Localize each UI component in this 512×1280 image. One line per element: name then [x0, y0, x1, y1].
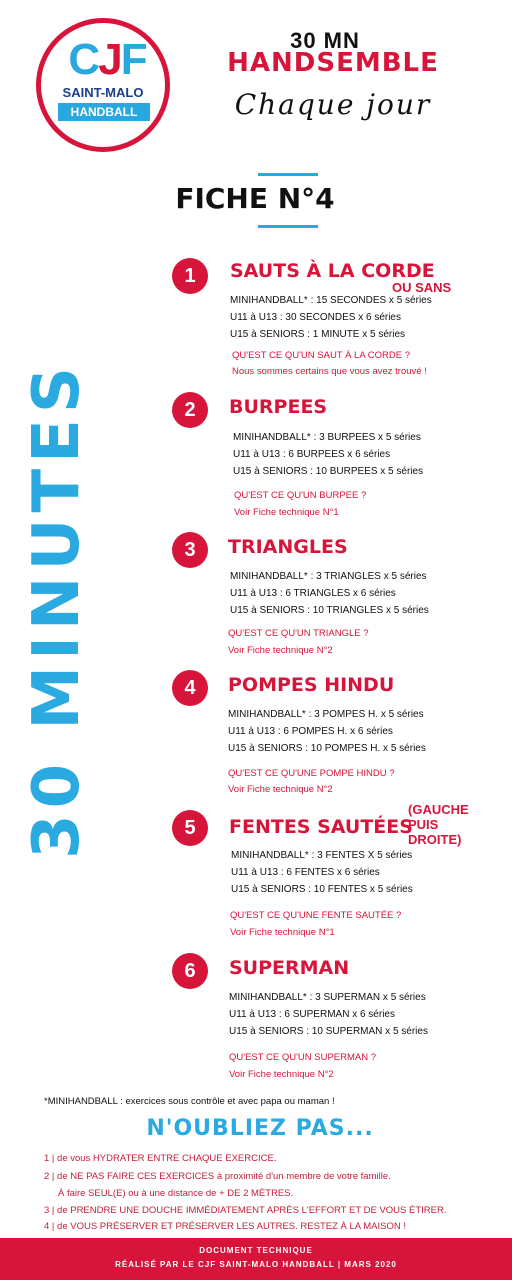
- exercise-3-line-2: U11 à U13 : 6 TRIANGLES x 6 séries: [230, 588, 396, 599]
- exercise-5-number: 5: [172, 810, 208, 846]
- exercise-2-line-2: U11 à U13 : 6 BURPEES x 6 séries: [233, 449, 391, 460]
- exercise-5-title: FENTES SAUTÉES: [229, 816, 413, 838]
- exercise-6-question: QU'EST CE QU'UN SUPERMAN ?: [229, 1052, 377, 1063]
- exercise-3-number: 3: [172, 532, 208, 568]
- exercise-5-answer: Voir Fiche technique N°1: [230, 927, 335, 938]
- exercise-1-number: 1: [172, 258, 208, 294]
- exercise-1-answer: Nous sommes certains que vous avez trouvé !: [232, 366, 427, 377]
- exercise-4-title: POMPES HINDU: [228, 674, 395, 696]
- exercise-2-line-1: MINIHANDBALL* : 3 BURPEES x 5 séries: [233, 432, 421, 443]
- exercise-2-number: 2: [172, 392, 208, 428]
- header-duration: 30 MN: [290, 28, 360, 53]
- exercise-6-line-1: MINIHANDBALL* : 3 SUPERMAN x 5 séries: [229, 992, 426, 1003]
- exercise-2-title: BURPEES: [229, 396, 328, 418]
- footer-bar: [0, 1238, 512, 1280]
- tip-4: 4 | de VOUS PRÉSERVER ET PRÉSERVER LES AUTRES. RESTEZ À LA MAISON !: [44, 1221, 407, 1232]
- exercise-4-line-3: U15 à SENIORS : 10 POMPES H. x 5 séries: [228, 743, 426, 754]
- exercise-1-line-2: U11 à U13 : 30 SECONDES x 6 séries: [230, 312, 401, 323]
- exercise-6-number: 6: [172, 953, 208, 989]
- exercise-5-line-1: MINIHANDBALL* : 3 FENTES X 5 séries: [231, 850, 413, 861]
- exercise-5-line-3: U15 à SENIORS : 10 FENTES x 5 séries: [231, 884, 413, 895]
- exercise-6-line-3: U15 à SENIORS : 10 SUPERMAN x 5 séries: [229, 1026, 428, 1037]
- exercise-2-line-3: U15 à SENIORS : 10 BURPEES x 5 séries: [233, 466, 424, 477]
- exercise-3-line-1: MINIHANDBALL* : 3 TRIANGLES x 5 séries: [230, 571, 427, 582]
- sheet-title: FICHE N°4: [175, 182, 335, 215]
- header-title: HANDSEMBLE: [227, 48, 439, 78]
- exercise-5-line-2: U11 à U13 : 6 FENTES x 6 séries: [231, 867, 380, 878]
- exercise-3-title: TRIANGLES: [228, 536, 348, 558]
- divider-top: [258, 173, 318, 176]
- exercise-3-line-3: U15 à SENIORS : 10 TRIANGLES x 5 séries: [230, 605, 429, 616]
- tip-1: 1 | de vous HYDRATER ENTRE CHAQUE EXERCICE.: [44, 1153, 277, 1164]
- exercise-4-line-2: U11 à U13 : 6 POMPES H. x 6 séries: [228, 726, 393, 737]
- exercise-5-note: (GAUCHE PUIS DROITE): [408, 802, 469, 847]
- exercise-4-number: 4: [172, 670, 208, 706]
- header-tagline: Chaque jour: [234, 88, 432, 121]
- logo-handball-band: HANDBALL: [58, 103, 150, 121]
- exercise-1-question: QU'EST CE QU'UN SAUT À LA CORDE ?: [232, 350, 411, 361]
- exercise-4-line-1: MINIHANDBALL* : 3 POMPES H. x 5 séries: [228, 709, 424, 720]
- footer-doc-type: DOCUMENT TECHNIQUE: [199, 1246, 313, 1255]
- exercise-3-question: QU'EST CE QU'UN TRIANGLE ?: [228, 628, 369, 639]
- tip-2-continued: À faire SEUL(E) ou à une distance de + DE 2 MÈTRES.: [58, 1188, 294, 1199]
- exercise-2-question: QU'EST CE QU'UN BURPEE ?: [234, 490, 367, 501]
- minihandball-footnote: *MINIHANDBALL : exercices sous contrôle et avec papa ou maman !: [44, 1096, 335, 1107]
- exercise-6-title: SUPERMAN: [229, 957, 350, 979]
- divider-bottom: [258, 225, 318, 228]
- exercise-1-line-3: U15 à SENIORS : 1 MINUTE x 5 séries: [230, 329, 406, 340]
- footer-credit: RÉALISÉ PAR LE CJF SAINT-MALO HANDBALL | MARS 2020: [115, 1260, 397, 1269]
- club-logo: [36, 18, 170, 152]
- exercise-6-answer: Voir Fiche technique N°2: [229, 1069, 334, 1080]
- exercise-4-answer: Voir Fiche technique N°2: [228, 784, 333, 795]
- exercise-6-line-2: U11 à U13 : 6 SUPERMAN x 6 séries: [229, 1009, 395, 1020]
- exercise-4-question: QU'EST CE QU'UNE POMPE HINDU ?: [228, 768, 395, 779]
- reminder-title: N'OUBLIEZ PAS...: [146, 1116, 374, 1141]
- logo-city: SAINT-MALO: [62, 85, 144, 100]
- vertical-banner-text: 30 MINUTES: [20, 361, 94, 859]
- tip-3: 3 | de PRENDRE UNE DOUCHE IMMÉDIATEMENT APRÈS L'EFFORT ET DE VOUS ÉTIRER.: [44, 1205, 447, 1216]
- exercise-5-question: QU'EST CE QU'UNE FENTE SAUTÉE ?: [230, 910, 402, 921]
- logo-mark: CJF: [68, 35, 146, 84]
- exercise-2-answer: Voir Fiche technique N°1: [234, 507, 339, 518]
- exercise-1-note: OU SANS: [392, 280, 452, 295]
- exercise-1-line-1: MINIHANDBALL* : 15 SECONDES x 5 séries: [230, 295, 432, 306]
- tip-2: 2 | de NE PAS FAIRE CES EXERCICES à proximité d'un membre de votre famille.: [44, 1171, 391, 1182]
- exercise-1-title: SAUTS À LA CORDE: [230, 260, 435, 282]
- exercise-3-answer: Voir Fiche technique N°2: [228, 645, 333, 656]
